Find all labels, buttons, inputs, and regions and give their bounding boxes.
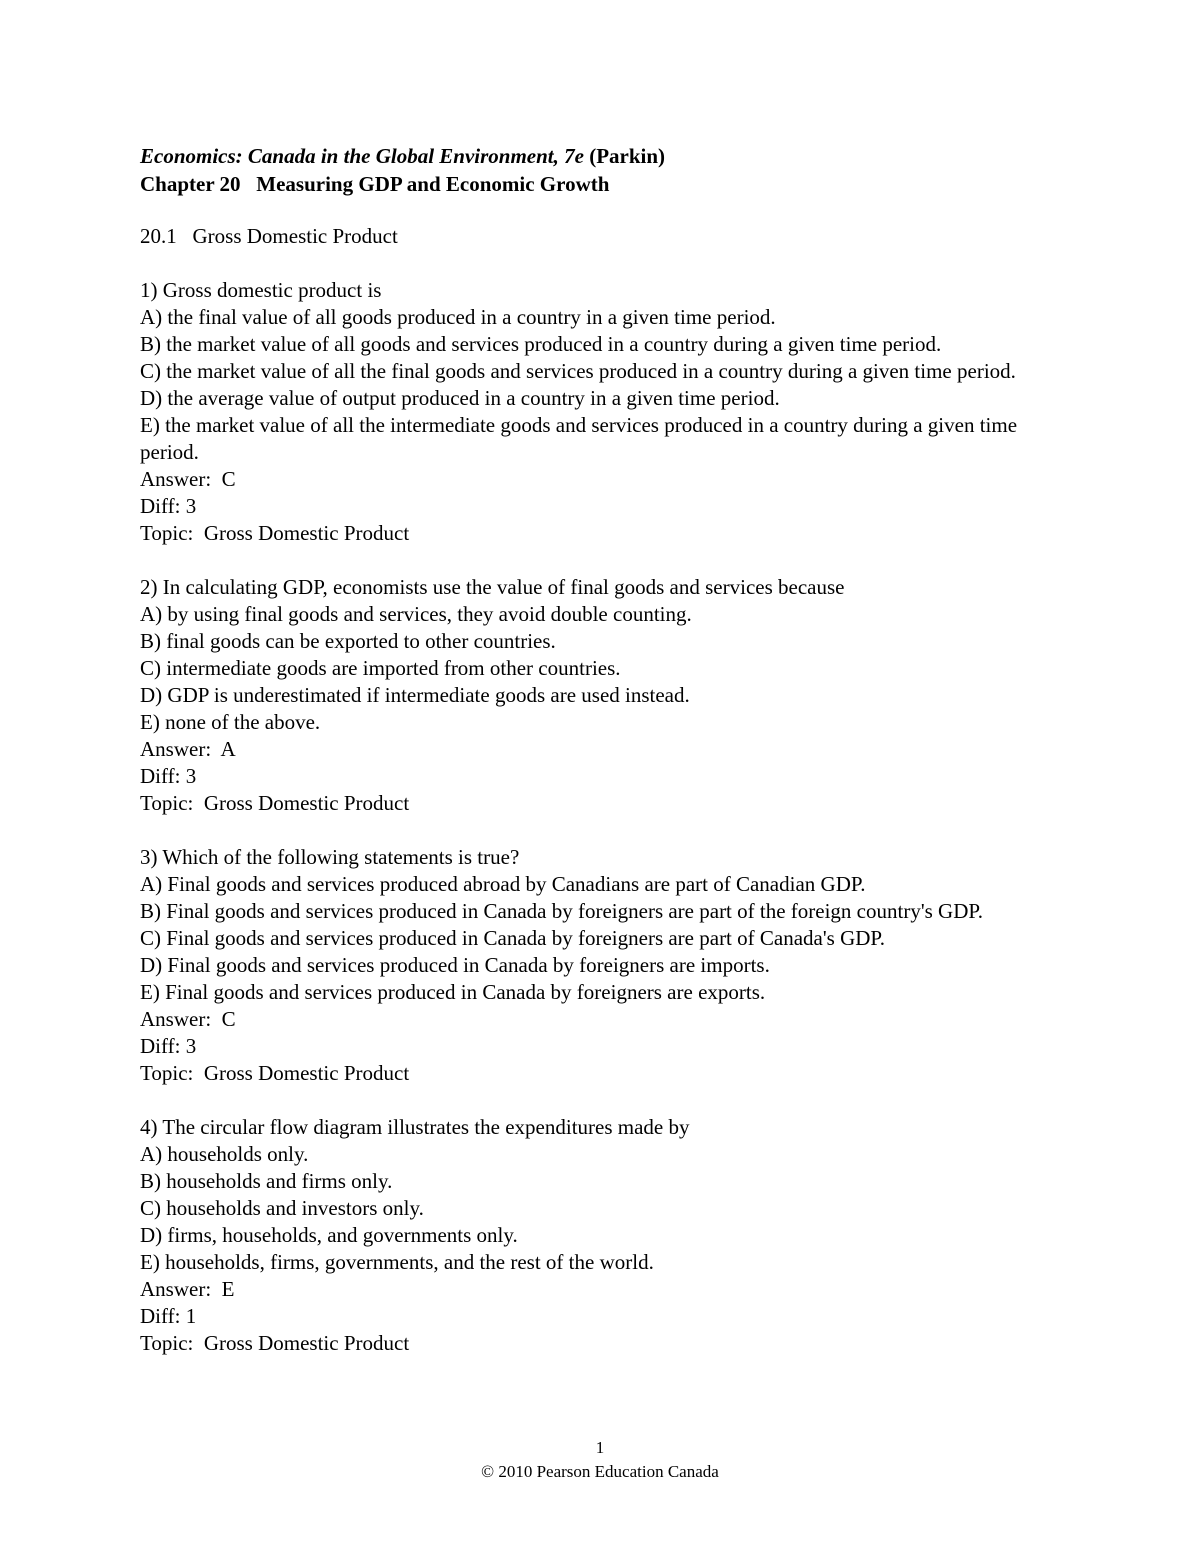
book-title: Economics: Canada in the Global Environment, 7e	[140, 144, 584, 168]
answer-key: Answer: C	[140, 1007, 236, 1031]
difficulty: Diff: 3	[140, 764, 197, 788]
answer-option: D) the average value of output produced in a country in a given time period.	[140, 386, 780, 410]
answer-key: Answer: E	[140, 1277, 235, 1301]
chapter-title: Chapter 20 Measuring GDP and Economic Growth	[140, 172, 610, 196]
question-block	[140, 574, 1070, 817]
copyright-notice: © 2010 Pearson Education Canada	[481, 1462, 719, 1481]
question-list	[140, 277, 1070, 1357]
question-stem: 1) Gross domestic product is	[140, 278, 382, 302]
answer-option: E) Final goods and services produced in Canada by foreigners are exports.	[140, 980, 766, 1004]
difficulty: Diff: 3	[140, 494, 197, 518]
answer-option: D) Final goods and services produced in Canada by foreigners are imports.	[140, 953, 770, 977]
question-stem: 2) In calculating GDP, economists use the value of final goods and services because	[140, 575, 845, 599]
topic: Topic: Gross Domestic Product	[140, 791, 410, 815]
answer-option: A) the final value of all goods produced in a country in a given time period.	[140, 305, 776, 329]
answer-option: B) Final goods and services produced in Canada by foreigners are part of the foreign country's GDP.	[140, 899, 983, 923]
difficulty: Diff: 1	[140, 1304, 197, 1328]
answer-option: C) Final goods and services produced in Canada by foreigners are part of Canada's GDP.	[140, 926, 885, 950]
question-block	[140, 277, 1070, 547]
answer-option: E) the market value of all the intermediate goods and services produced in a country during a given time period.	[140, 413, 1023, 464]
question-stem: 4) The circular flow diagram illustrates the expenditures made by	[140, 1115, 690, 1139]
answer-key: Answer: A	[140, 737, 236, 761]
question-block	[140, 844, 1070, 1087]
answer-option: E) none of the above.	[140, 710, 321, 734]
section-number: 20.1	[140, 224, 177, 248]
topic: Topic: Gross Domestic Product	[140, 521, 410, 545]
answer-option: D) GDP is underestimated if intermediate goods are used instead.	[140, 683, 690, 707]
page-footer	[0, 1436, 1200, 1484]
answer-option: E) households, firms, governments, and the rest of the world.	[140, 1250, 654, 1274]
book-author: (Parkin)	[589, 144, 666, 168]
topic: Topic: Gross Domestic Product	[140, 1331, 410, 1355]
page-number: 1	[595, 1438, 605, 1457]
answer-option: A) by using final goods and services, they avoid double counting.	[140, 602, 692, 626]
answer-option: D) firms, households, and governments only.	[140, 1223, 518, 1247]
document-page	[140, 142, 1070, 1357]
answer-option: B) final goods can be exported to other countries.	[140, 629, 556, 653]
section-heading	[140, 223, 1070, 250]
difficulty: Diff: 3	[140, 1034, 197, 1058]
topic: Topic: Gross Domestic Product	[140, 1061, 410, 1085]
answer-key: Answer: C	[140, 467, 236, 491]
answer-option: B) households and firms only.	[140, 1169, 393, 1193]
section-title: Gross Domestic Product	[192, 224, 398, 248]
book-title-line	[140, 142, 1070, 170]
answer-option: B) the market value of all goods and services produced in a country during a given time period.	[140, 332, 942, 356]
answer-option: C) households and investors only.	[140, 1196, 424, 1220]
answer-option: C) intermediate goods are imported from other countries.	[140, 656, 621, 680]
question-block	[140, 1114, 1070, 1357]
answer-option: A) households only.	[140, 1142, 309, 1166]
answer-option: A) Final goods and services produced abroad by Canadians are part of Canadian GDP.	[140, 872, 866, 896]
answer-option: C) the market value of all the final goods and services produced in a country during a given time period.	[140, 359, 1016, 383]
question-stem: 3) Which of the following statements is true?	[140, 845, 520, 869]
